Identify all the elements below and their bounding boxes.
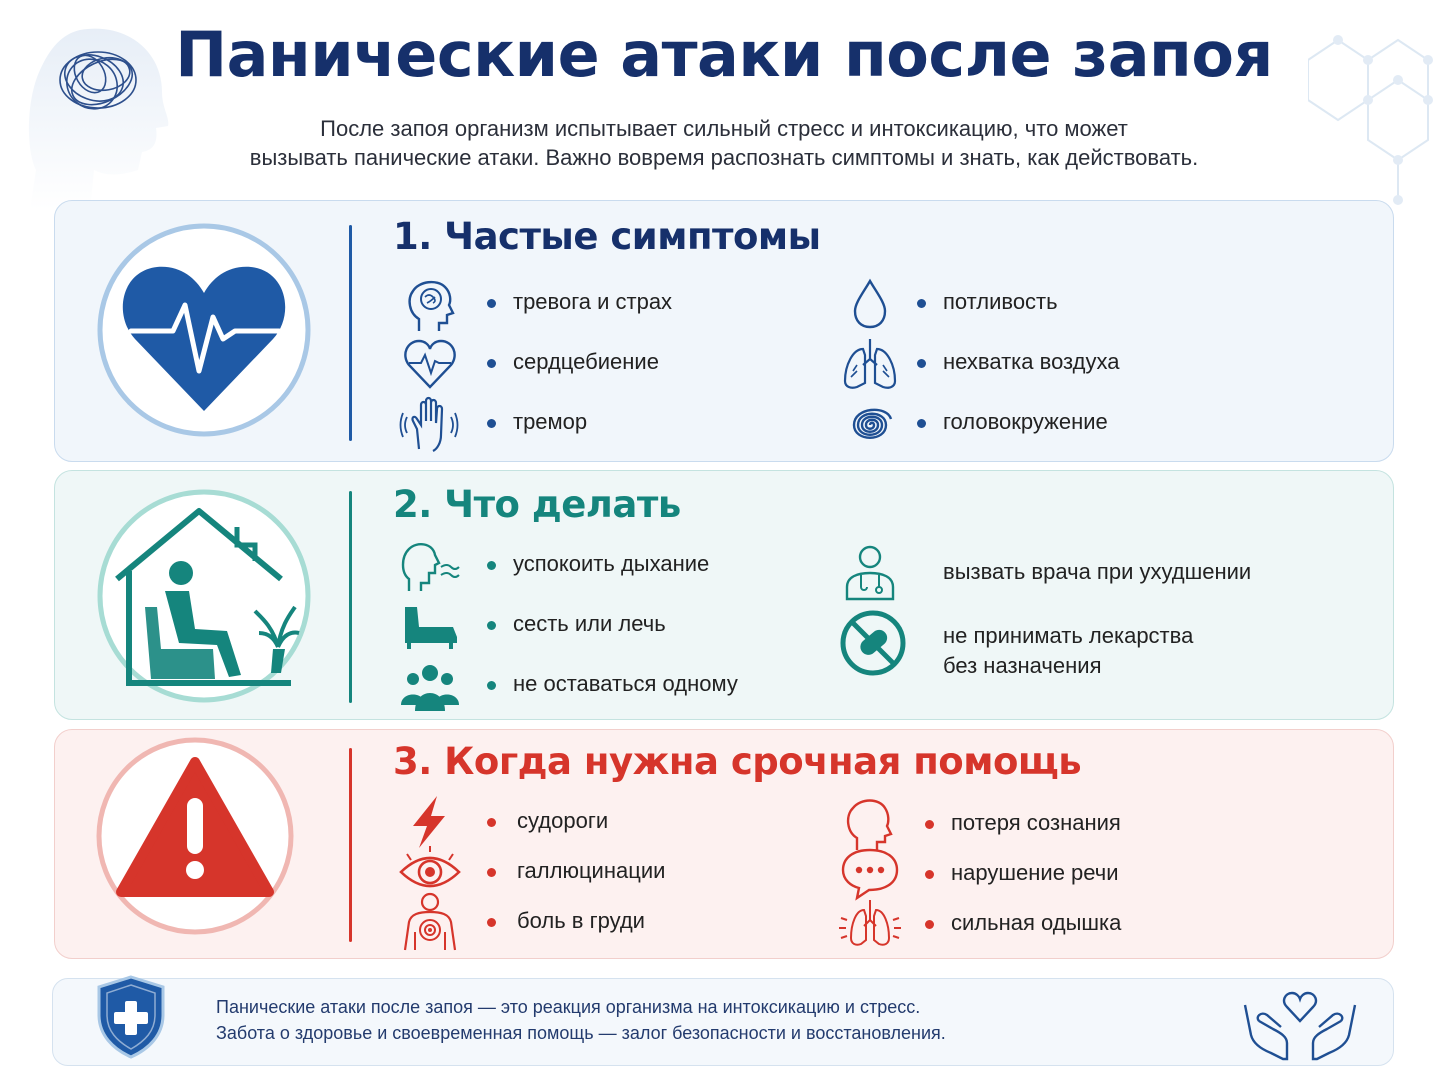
list-item xyxy=(399,657,799,717)
list-item xyxy=(399,395,779,455)
section-title-what-to-do: 2. Что делать xyxy=(393,483,681,526)
hand-tremor-icon xyxy=(399,395,461,455)
lungs-icon xyxy=(839,335,901,395)
list-item xyxy=(839,335,1259,395)
page-title: Панические атаки после запоя xyxy=(175,18,1273,91)
bullet xyxy=(487,299,496,308)
symptom-label: тремор xyxy=(513,409,588,434)
urgent-label: потеря сознания xyxy=(951,810,1121,835)
action-label: сесть или лечь xyxy=(513,611,666,636)
bullet xyxy=(487,918,496,927)
list-item xyxy=(839,894,1259,950)
footer-card xyxy=(52,978,1394,1066)
hands-heart-icon xyxy=(1241,985,1359,1063)
list-item xyxy=(839,395,1259,455)
urgent-label: галлюцинации xyxy=(517,858,666,883)
urgent-label: нарушение речи xyxy=(951,860,1119,885)
action-label-line-1: не принимать лекарства xyxy=(943,623,1194,648)
bullet xyxy=(925,870,934,879)
shield-plus-icon xyxy=(93,973,169,1061)
action-label: успокоить дыхание xyxy=(513,551,710,576)
doctor-icon xyxy=(839,543,901,603)
spiral-icon xyxy=(839,395,901,455)
action-label: не оставаться одному xyxy=(513,671,738,696)
symptom-label: головокружение xyxy=(943,409,1108,434)
symptom-label: потливость xyxy=(943,289,1058,314)
list-item xyxy=(399,842,799,892)
urgent-label: судороги xyxy=(517,808,609,833)
urgent-help-card xyxy=(54,729,1394,959)
section-title-symptoms: 1. Частые симптомы xyxy=(393,215,821,258)
people-icon xyxy=(399,657,461,717)
list-item xyxy=(399,892,799,952)
list-item xyxy=(839,543,1319,603)
list-item xyxy=(399,792,799,842)
lungs-alert-icon xyxy=(839,894,901,954)
bullet xyxy=(487,681,496,690)
heart-icon xyxy=(399,335,461,395)
no-pills-icon xyxy=(839,609,907,677)
bullet xyxy=(917,419,926,428)
bullet xyxy=(925,920,934,929)
list-item xyxy=(839,844,1259,894)
symptoms-card xyxy=(54,200,1394,462)
symptom-label: тревога и страх xyxy=(513,289,673,314)
symptom-label: сердцебиение xyxy=(513,349,659,374)
footer-text-line-1: Панические атаки после запоя — это реакция организма на интоксикацию и стресс. xyxy=(216,997,921,1017)
section-title-urgent-help: 3. Когда нужна срочная помощь xyxy=(393,740,1082,783)
page-subtitle-line-2: вызывать панические атаки. Важно вовремя распознать симптомы и знать, как действовать. xyxy=(249,145,1199,170)
drop-icon xyxy=(839,275,901,335)
action-label-line-2: без назначения xyxy=(943,653,1102,678)
list-item xyxy=(839,609,1319,679)
bullet xyxy=(487,818,496,827)
heart-pulse-icon xyxy=(95,221,313,439)
couch-icon xyxy=(399,597,461,657)
head-brain-icon xyxy=(399,275,461,335)
urgent-label: сильная одышка xyxy=(951,910,1122,935)
action-label: вызвать врача при ухудшении xyxy=(943,559,1252,584)
list-item xyxy=(399,335,779,395)
warning-icon xyxy=(95,736,295,936)
list-item xyxy=(399,537,799,597)
bullet xyxy=(487,419,496,428)
bullet xyxy=(487,561,496,570)
section-divider xyxy=(349,491,352,703)
list-item xyxy=(399,597,799,657)
footer-text-line-2: Забота о здоровье и своевременная помощь — залог безопасности и восстановления. xyxy=(216,1023,946,1043)
bullet xyxy=(487,621,496,630)
chest-pain-icon xyxy=(399,892,461,952)
house-person-icon xyxy=(95,487,313,705)
bullet xyxy=(917,299,926,308)
page-subtitle-line-1: После запоя организм испытывает сильный стресс и интоксикацию, что может xyxy=(320,116,1128,141)
bullet xyxy=(925,820,934,829)
bullet xyxy=(487,359,496,368)
symptom-label: нехватка воздуха xyxy=(943,349,1120,374)
urgent-label: боль в груди xyxy=(517,908,645,933)
what-to-do-card xyxy=(54,470,1394,720)
list-item xyxy=(839,794,1259,844)
list-item xyxy=(839,275,1259,335)
bullet xyxy=(487,868,496,877)
bullet xyxy=(917,359,926,368)
section-divider xyxy=(349,225,352,441)
section-divider xyxy=(349,748,352,942)
breathing-icon xyxy=(399,537,461,597)
list-item xyxy=(399,275,779,335)
